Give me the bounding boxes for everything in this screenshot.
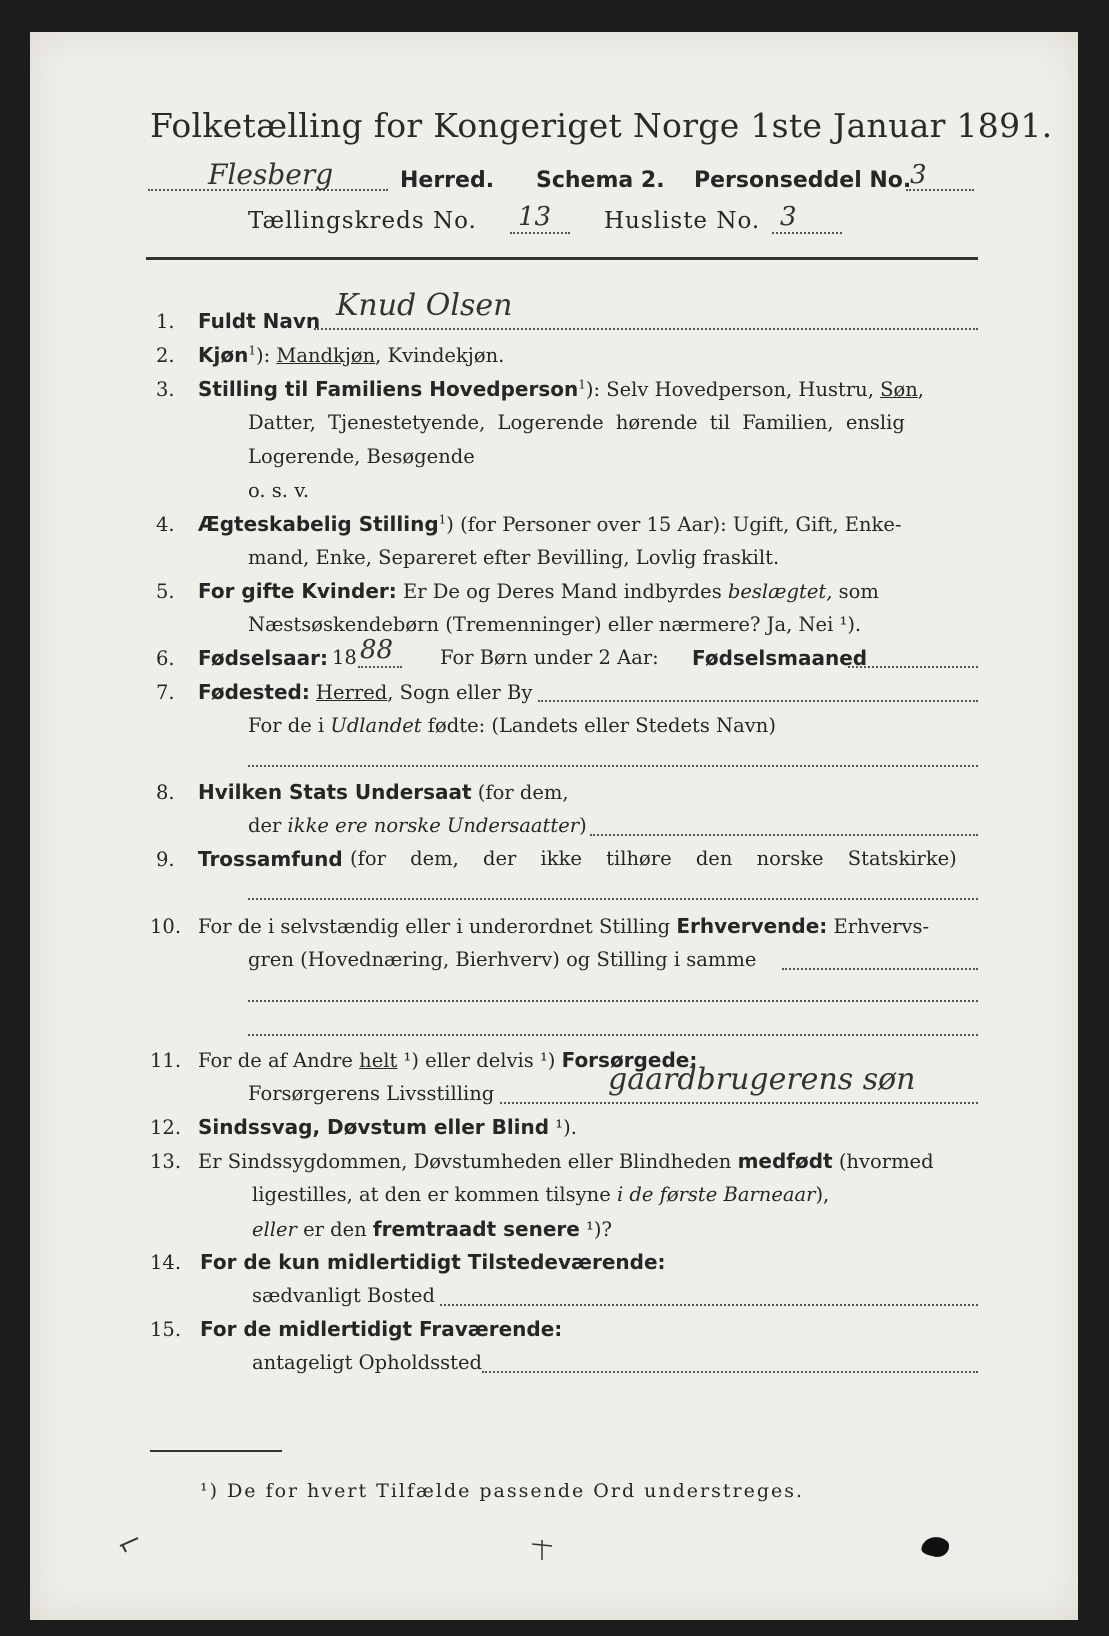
q11-selected-option: helt	[359, 1049, 398, 1072]
q12-text	[198, 1115, 577, 1139]
ink-blot-icon	[918, 1532, 954, 1562]
q5-line1-italic: beslægtet,	[727, 580, 833, 603]
q12-rest: ¹).	[549, 1116, 577, 1139]
q13-line3	[252, 1217, 612, 1241]
q7-line2-b: fødte: (Landets eller Stedets Navn)	[421, 714, 776, 737]
item-number: 3.	[156, 378, 175, 401]
item-number: 9.	[156, 848, 175, 871]
q7-line2	[248, 714, 776, 737]
personseddel-label: Personseddel No.	[694, 168, 912, 193]
item-number: 15.	[150, 1318, 182, 1341]
q7-selected-option: Herred	[316, 681, 388, 704]
corner-mark-icon	[118, 1534, 142, 1554]
q6-label2: Fødselsmaaned	[692, 646, 868, 670]
q4-line2: mand, Enke, Separeret efter Bevilling, Lovlig fraskilt.	[248, 546, 780, 569]
q2-sup: 1	[248, 343, 256, 358]
q4-line1: Ægteskabelig Stilling$^1$) (for Personer over 15 Aar): Ugift, Gift, Enke-	[198, 512, 902, 536]
q11-line1-b: ¹) eller delvis ¹)	[397, 1049, 562, 1072]
q10-dotted-line-3	[248, 1034, 978, 1036]
q7-extra-dotted-line	[248, 765, 978, 767]
q6-year-value: 88	[360, 635, 394, 665]
q13-line3-bold: fremtraadt senere	[372, 1217, 580, 1241]
q13-line2-b: ),	[815, 1183, 830, 1206]
q3-line1-rest: ): Selv Hovedperson, Hustru,	[585, 378, 881, 401]
item-number: 6.	[156, 647, 175, 670]
q1-value: Knud Olsen	[336, 288, 513, 323]
q2-rest-a: ):	[255, 344, 277, 367]
q10-line2: gren (Hovednæring, Bierhverv) og Stilling i samme	[248, 948, 757, 971]
item-number: 2.	[156, 344, 175, 367]
q5-line2: Næstsøskendebørn (Tremenninger) eller nærmere? Ja, Nei ¹).	[248, 613, 862, 636]
q5-label: For gifte Kvinder:	[198, 579, 397, 603]
q13-line2	[252, 1183, 829, 1206]
q5-line1-rest: Er De og Deres Mand indbyrdes	[402, 580, 728, 603]
q11-line1-a: For de af Andre	[198, 1049, 360, 1072]
q6-year-dotted-line	[358, 666, 402, 668]
q14-label: For de kun midlertidigt Tilstedeværende:	[200, 1250, 666, 1274]
husliste-value: 3	[780, 202, 797, 232]
q10-line1-bold: Erhvervende:	[676, 914, 828, 938]
q13-line3-b: ¹)?	[579, 1218, 612, 1241]
item-number: 1.	[156, 310, 175, 333]
q7-dotted-line	[538, 700, 978, 702]
cross-mark-icon	[530, 1538, 554, 1562]
q2-rest-b: , Kvindekjøn.	[375, 344, 505, 367]
q4-label: Ægteskabelig Stilling	[198, 512, 439, 536]
q11-line1-bold: Forsørgede:	[561, 1048, 698, 1072]
q8-line1-rest: (for dem,	[471, 781, 569, 804]
q2-label: Kjøn	[198, 343, 249, 367]
q1-label: Fuldt Navn	[198, 309, 321, 333]
form-title: Folketælling for Kongeriget Norge 1ste Januar 1891.	[150, 106, 1053, 145]
q8-label: Hvilken Stats Undersaat	[198, 780, 472, 804]
q15-line2: antageligt Opholdssted	[252, 1351, 483, 1374]
item-number: 13.	[150, 1150, 182, 1173]
q9-label: Trossamfund	[198, 847, 343, 871]
herred-label: Herred.	[400, 168, 495, 193]
q13-line2-italic: i de første Barneaar	[616, 1183, 816, 1206]
item-number: 4.	[156, 513, 175, 536]
q6-label: Fødselsaar:	[198, 646, 328, 670]
q8-line2	[248, 814, 587, 837]
q10-dotted-line-2	[248, 1000, 978, 1002]
q5-line1-end: som	[832, 580, 879, 603]
husliste-dotted-line	[772, 232, 842, 234]
header-divider	[146, 257, 978, 260]
census-form-page	[30, 32, 1078, 1620]
item-number: 14.	[150, 1251, 182, 1274]
q9-rest: (for dem, der ikke tilhøre den norske Statskirke)	[350, 847, 957, 870]
q10-line1-a: For de i selvstændig eller i underordnet Stilling	[198, 915, 677, 938]
q7-line2-a: For de i	[248, 714, 331, 737]
q6-year-prefix: 18	[332, 646, 357, 669]
q3-line2: Datter, Tjenestetyende, Logerende hørende til Familien, enslig	[248, 411, 905, 434]
q3-line3: Logerende, Besøgende	[248, 445, 475, 468]
q1-dotted-line	[314, 328, 978, 330]
q13-line1-bold: medfødt	[737, 1149, 833, 1173]
item-number: 7.	[156, 681, 175, 704]
kreds-label: Tællingskreds No.	[248, 208, 477, 234]
herred-value: Flesberg	[208, 158, 334, 191]
q2-selected-option: Mandkjøn	[276, 344, 376, 367]
item-number: 11.	[150, 1049, 182, 1072]
q6-month-dotted-line	[848, 666, 978, 668]
q7-label: Fødested:	[198, 680, 310, 704]
q13-line1-a: Er Sindssygdommen, Døvstumheden eller Blindheden	[198, 1150, 738, 1173]
q3-selected-option: Søn	[880, 378, 918, 401]
q6-rest: For Børn under 2 Aar:	[440, 646, 659, 669]
personseddel-value: 3	[910, 160, 927, 190]
q14-line2: sædvanligt Bosted	[252, 1284, 435, 1307]
husliste-label: Husliste No.	[604, 208, 761, 234]
item-number: 5.	[156, 580, 175, 603]
q8-line2-a: der	[248, 814, 288, 837]
footnote: ¹) De for hvert Tilfælde passende Ord understreges.	[200, 1480, 805, 1502]
q10-line1-c: Erhvervs-	[827, 915, 930, 938]
q11-line2: Forsørgerens Livsstilling	[248, 1082, 495, 1105]
q15-dotted-line	[482, 1371, 978, 1373]
q7-line2-italic: Udlandet	[330, 714, 422, 737]
q14-dotted-line	[440, 1304, 978, 1306]
q13-line1	[198, 1149, 934, 1173]
q3-label: Stilling til Familiens Hovedperson	[198, 377, 579, 401]
q13-line1-b: (hvormed	[832, 1150, 934, 1173]
item-number: 10.	[150, 915, 182, 938]
q7-line1	[198, 680, 532, 704]
q10-dotted-line-1	[782, 968, 978, 970]
q5-line1	[198, 579, 879, 603]
q13-line2-a: ligestilles, at den er kommen tilsyne	[252, 1183, 617, 1206]
q8-line2-b: )	[579, 814, 587, 837]
footnote-divider	[150, 1450, 282, 1452]
kreds-value: 13	[518, 202, 552, 232]
q13-line3-italic: eller	[252, 1218, 297, 1241]
q11-value: gaardbrugerens søn	[608, 1062, 916, 1097]
q4-line1-rest: ) (for Personer over 15 Aar): Ugift, Gift, Enke-	[446, 513, 902, 536]
kreds-dotted-line	[510, 232, 570, 234]
q13-line3-a: er den	[296, 1218, 373, 1241]
q3-line1-end: ,	[917, 378, 924, 401]
schema-label: Schema 2.	[536, 168, 665, 193]
q3-line1: Stilling til Familiens Hovedperson$^1$): Selv Hovedperson, Hustru, Søn,	[198, 377, 924, 401]
q7-rest: , Sogn eller By	[387, 681, 533, 704]
q8-line1	[198, 780, 569, 804]
q2-text	[198, 343, 504, 367]
item-number: 8.	[156, 781, 175, 804]
q12-label: Sindssvag, Døvstum eller Blind	[198, 1115, 550, 1139]
q9-dotted-line	[248, 898, 978, 900]
q8-line2-italic: ikke ere norske Undersaatter	[287, 814, 580, 837]
q10-line1	[198, 914, 929, 938]
q15-label: For de midlertidigt Fraværende:	[200, 1317, 563, 1341]
q8-dotted-line	[590, 834, 978, 836]
q11-dotted-line	[500, 1102, 978, 1104]
item-number: 12.	[150, 1116, 182, 1139]
q3-line4: o. s. v.	[248, 479, 310, 502]
